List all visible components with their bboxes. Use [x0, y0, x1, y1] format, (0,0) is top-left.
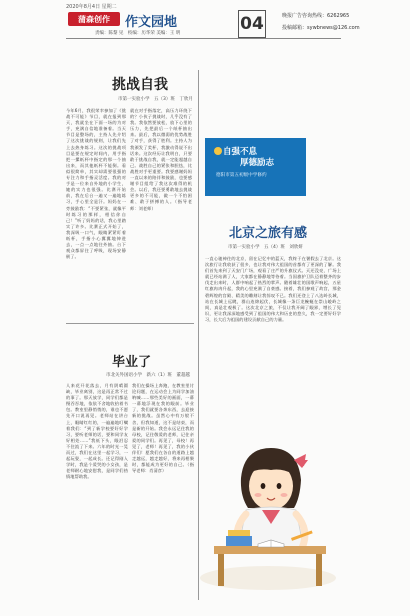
article-column: 一直心驰神往的北京，留在记忆中的蓝天，我终于在暑假去了北京。这次旅行让我收获了很多，也让我对伟大祖国的首都有了更深的了解。我们首先来到了天安门广场，观看了庄严的升旗仪式。天还没亮，广场上就已经站满了人，大家都在静静地等待着。当国旗护卫队迈着整齐的步伐走出来时，人群中响起了热烈的掌声。随着雄壮的国歌声响起，五星红旗冉冉升起，我的心里充满了自豪感。接着，我们参观了故宫，那金碧辉煌的宫殿、精美的雕刻让我惊叹不已。我们还登上了八达岭长城，站在长城上远眺，群山连绵起伏，长城像一条巨龙蜿蜒在崇山峻岭之间，真是壮观极了。这次北京之旅，不仅让我开阔了眼界，增长了见识，更让我深深地感受到了祖国的伟大和历史的悠久，我一定要好好学习，长大后为祖国的建设贡献自己的力量。 — [205, 256, 341, 322]
banner-motto-line2: 厚德励志 — [240, 158, 275, 168]
article-title: 毕业了 — [112, 355, 152, 370]
page-number: 04 — [238, 10, 266, 38]
article-byline: 市第一实验小学 五（4）班 刘欣妍 — [228, 245, 303, 250]
article-column: 我们在操场上奔跑，在教室里讨论问题，在运动会上为同学加油呐喊……那些美好的画面，一幕一幕地浮现在我的眼前。毕业了，我们就要各奔东西，去迎接新的挑战。虽然心中有万般不舍，但我知道，这不是结束，而是新的开始。我会永远记住我的母校，记住敬爱的老师，记住亲爱的同学们。再见了，母校！再见了，老师！再见了，我的小伙伴们！愿我们在各自的道路上越走越远，越走越好，将来再相聚时，都能成为更好的自己。（指导老师：肖清彦） — [132, 383, 194, 474]
article-title: 挑战自我 — [112, 77, 168, 93]
column-logo: 蒲森创作 — [68, 12, 120, 26]
banner-motto-line1: 自强不息 — [223, 147, 258, 157]
article-title: 北京之旅有感 — [229, 226, 308, 241]
ad-hotline: 晚报广告咨询热线：6262965 — [282, 13, 350, 19]
article-column: 就在对手指落定，高压力环绕下的？小伙子挑战时，几乎没有了我。我依然要放松，放下心里的压力，先把最后一个纸杯抽出来。最后，我以微弱的优势战胜了对手，获得了胜利。主持人为我颁发了奖杯，我激动得说不出话来。这次经历让我明白，只要敢于挑战自我，就一定能超越自己。战胜自己的紧张和胆怯，比战胜对手更重要。我要感谢妈妈一直以来的陪伴和鼓励，也要感谢节目组给了我这次难得的机会。以后，我还要勇敢地去挑战更多的不可能，做一个不怕困难、敢于拼搏的人。（指导老师：刘老师） — [130, 108, 192, 211]
issue-date: 2020年8月4日 星期二 — [66, 4, 117, 10]
article-divider — [66, 323, 194, 324]
editor-credits: 责编：陈黎 见 校编：历华荣 美编：王 明 — [95, 31, 181, 36]
student-illustration — [196, 438, 341, 593]
submission-email: 投稿邮箱：sywbnews@126.com — [282, 25, 360, 31]
article-column: 人来花开花落去，月有阴晴圆缺，毕业离别，这是再正常不过的事了。那天放学，同学们都是慢吞吞地，依依不舍地收拾着书包。教室里静悄悄的，谁也不愿先开口说再见。老师站在讲台上，眼睛红红的，一遍遍地叮嘱着我们：“到了新学校要好好学习，要听老师的话，要和同学友好相处……”我低下头，眼泪忍不住流了下来。六年的时光一晃而过，我们在这里一起学习，一起玩耍，一起成长。还记得刚入学时，我是个爱哭的小女孩，是老师耐心地安慰我，是同学们热情地帮助我。 — [66, 383, 128, 480]
header-divider — [66, 38, 341, 39]
section-title: 作文园地 — [125, 15, 178, 30]
article-byline: 市第一实验小学 五（3）班 丁欣月 — [118, 97, 193, 102]
article-column: 今年6月，我很荣幸参加了《挑战不可能》节目，就在报到那天，我就坐在下面一场的为对手，充满自信地准备着。当天节目是整场的，主持人先介绍了这次挑战的规则，让我们先上去热身练习。这次的挑战项目是要在规定时间内，用手指把一摞纸杯中指定的那一个抽出来，而其他纸杯不能倒。看似很简单，其实却需要很强的专注力和手指灵活度。我的对手是一位来自外地的小学生，她的实力也很强。比赛开始前，我在后台一遍又一遍地练习，手心里全是汗。妈妈在一旁鼓励我：“不要紧张，就像平时练习的那样，相信你自己！”听了妈妈的话，我心里踏实了许多。比赛正式开始了，我深吸一口气，眼睛紧紧盯着纸杯，手指小心翼翼地伸进去，一点一点地往外抽。台下观众都屏住了呼吸，现场安静极了。 — [66, 108, 126, 260]
article-byline: 市北关外国语小学 新六（1）班 董超越 — [106, 373, 190, 378]
banner-school-name: 德阳市第五初级中学修约 — [216, 173, 267, 178]
school-emblem-icon — [214, 147, 222, 155]
